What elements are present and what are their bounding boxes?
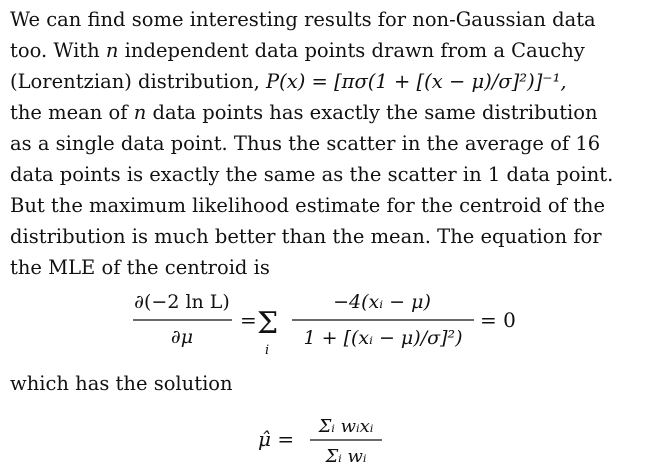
sum-index: i xyxy=(265,343,270,358)
eq1-rhs-denominator: 1 + [(xᵢ − μ)/σ]²) xyxy=(303,327,463,349)
math-variable: n xyxy=(133,101,147,124)
text-run: as a single data point. Thus the scatter in the average of 16 xyxy=(10,132,601,155)
eq1-result: = 0 xyxy=(480,308,516,332)
text-run: the mean of xyxy=(10,101,134,124)
eq1-lhs-numerator: ∂(−2 ln L) xyxy=(134,291,230,313)
eq1-lhs-denominator: ∂μ xyxy=(170,326,194,348)
text-run: independent data points drawn from a Cauchy xyxy=(118,39,585,62)
text-run: data points has exactly the same distribution xyxy=(146,101,598,124)
text-run: the MLE of the centroid is xyxy=(10,256,270,279)
text-run: We can find some interesting results for non-Gaussian data xyxy=(10,8,596,31)
text-run: distribution is much better than the mean. The equation for xyxy=(10,225,602,248)
summation-sign: Σ xyxy=(257,306,279,341)
text-run: data points is exactly the same as the scatter in 1 data point. xyxy=(10,163,614,186)
eq2-numerator: Σᵢ wᵢxᵢ xyxy=(318,416,374,437)
eq1-rhs-numerator: −4(xᵢ − μ) xyxy=(333,291,431,313)
eq2-denominator: Σᵢ wᵢ xyxy=(325,446,367,466)
eq2-lhs: μ̂ = xyxy=(258,427,295,451)
eq1-equals: = xyxy=(240,308,257,332)
text-run: (Lorentzian) distribution, xyxy=(10,70,266,93)
text-run: But the maximum likelihood estimate for the centroid of the xyxy=(10,194,606,217)
solution-text: which has the solution xyxy=(10,372,233,395)
text-run: too. With xyxy=(10,39,106,62)
math-variable: n xyxy=(105,39,119,62)
cauchy-formula: P(x) = [πσ(1 + [(x − μ)/σ]²)]⁻¹, xyxy=(266,70,567,93)
